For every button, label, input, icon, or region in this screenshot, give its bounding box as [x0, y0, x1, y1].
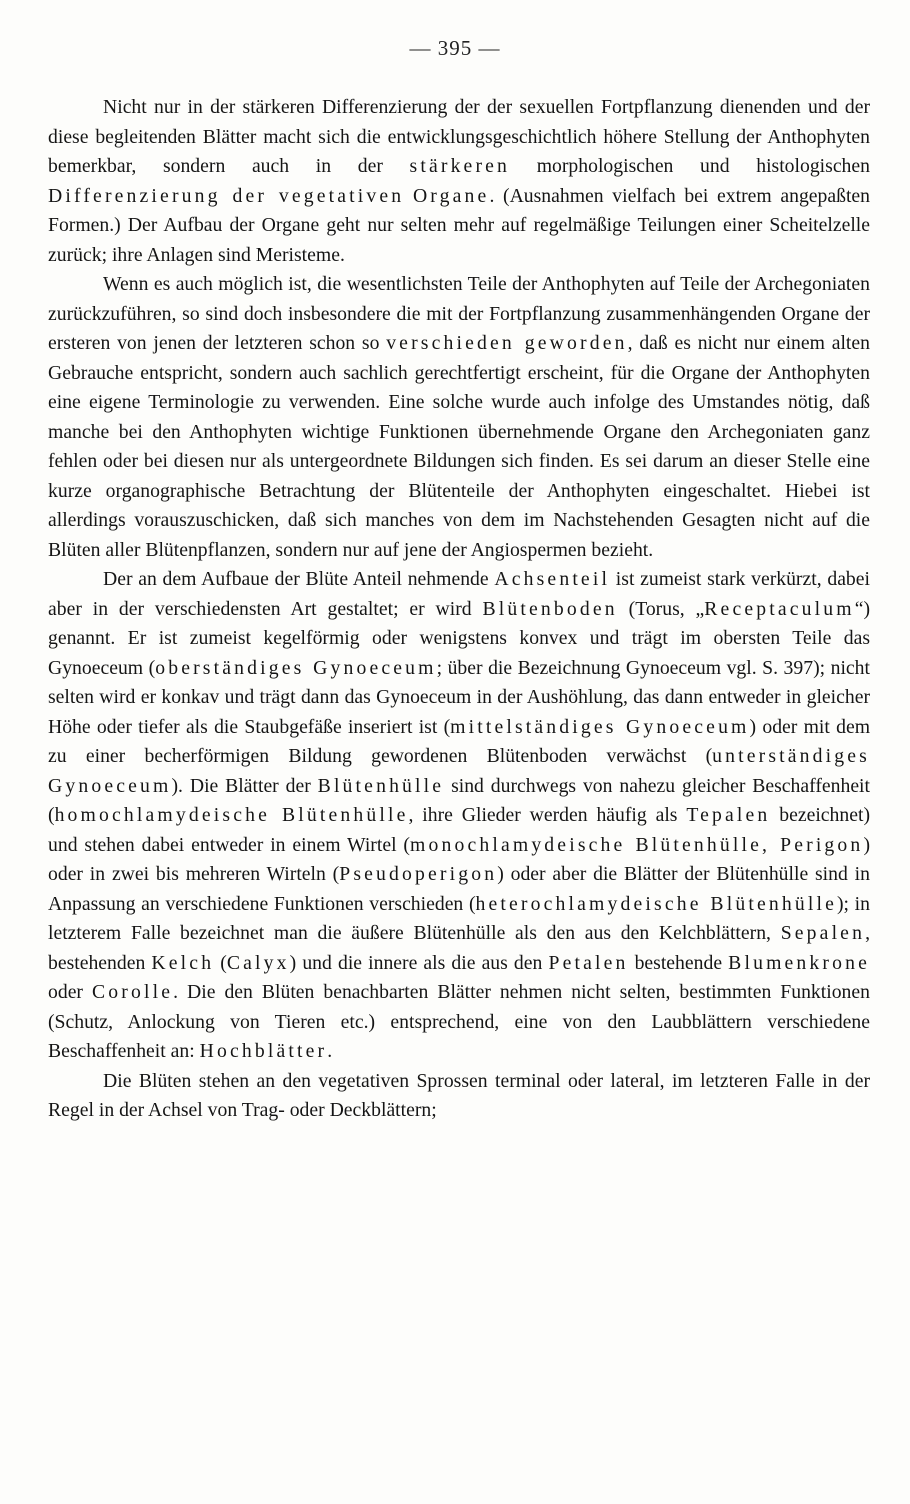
text-run: . Die den Blüten benachbarten Blätter nehmen nicht selten, bestimmten Funktionen (Schutz, Anlockung von Tieren etc.) entsprechend, eine von den Laubblättern verschiedene Beschaffenheit an:	[48, 981, 870, 1062]
paragraph	[48, 93, 870, 270]
emphasized-term: heterochlamydeische Blütenhülle	[475, 892, 837, 915]
text-run: morphologischen und histologischen	[510, 155, 870, 177]
text-run: ) oder aber die Blätter der Blütenhülle sind in Anpassung an verschiedene Funktionen verschieden (	[48, 863, 870, 915]
text-run	[404, 185, 413, 207]
text-run: Nicht nur in der stärkeren Differenzierung der der sexuellen Fortpflanzung dienenden und der diese begleitenden Blätter macht sich die entwicklungsgeschichtlich höhere Stellung der Anthophyten bemerkbar, sondern auch in der	[48, 96, 870, 177]
emphasized-term: Calyx	[226, 951, 290, 974]
emphasized-term: Tepalen	[686, 804, 771, 826]
emphasized-term: mittelständiges Gynoeceum	[450, 715, 750, 738]
emphasized-term: Differenzierung der vegetativen	[48, 184, 405, 207]
text-run: Der an dem Aufbaue der Blüte Anteil nehmende	[103, 568, 495, 590]
body-text	[48, 93, 870, 1126]
text-run: bezeichnet) und stehen dabei entweder in einem Wirtel (	[48, 804, 870, 856]
emphasized-term: Kelch	[151, 951, 215, 974]
text-run: ) oder in zwei bis mehreren Wirteln (	[48, 833, 870, 885]
text-run: oder	[48, 981, 92, 1003]
text-run: (	[214, 951, 227, 974]
paragraph	[48, 1067, 870, 1126]
emphasized-term: Blütenboden	[482, 597, 618, 620]
text-run: ); in letzterem Falle bezeichnet man die äußere Blütenhülle als den aus den Kelchblättern,	[48, 892, 870, 944]
text-run: sind durchwegs von nahezu gleicher Beschaffenheit (	[48, 774, 870, 826]
text-run: ). Die Blätter der	[171, 774, 318, 797]
text-run: ; über die Bezeichnung Gynoeceum vgl. S. 397); nicht selten wird er konkav und trägt dann das Gynoeceum in der Aushöhlung, das dann entweder in gleicher Höhe oder tiefer als die Staubgefäße inseriert ist (	[48, 656, 870, 738]
emphasized-term: oberständiges Gynoeceum	[155, 656, 437, 679]
emphasized-term: Corolle	[91, 981, 174, 1003]
text-run: Wenn es auch möglich ist, die wesentlichsten Teile der Anthophyten auf Teile der Archegoniaten zurückzuführen, so sind doch insbesondere die mit der Fortpflanzung zusammenhängenden Organe der ersteren von jenen der letzteren schon so	[48, 273, 870, 354]
text-run: bestehende	[628, 951, 729, 974]
text-run: Die Blüten stehen an den vegetativen Sprossen terminal oder lateral, im letzteren Falle in der Regel in der Achsel von Trag- oder Deckblättern;	[48, 1069, 870, 1121]
text-run: (Torus, „	[617, 597, 705, 620]
text-run: .	[327, 1040, 333, 1062]
text-run: ) und die innere als die aus den	[289, 951, 549, 974]
page-number: — 395 —	[409, 36, 501, 60]
emphasized-term: verschieden geworden	[386, 332, 628, 354]
emphasized-term: unterständiges Gynoeceum	[48, 745, 870, 797]
text-run: ist zumeist stark verkürzt, dabei aber in der verschiedensten Art gestaltet; er wird	[48, 568, 870, 620]
text-run: , daß es nicht nur einem alten Gebrauche entspricht, sondern auch sachlich gerechtfertigt erscheint, für die Organe der Anthophyten eine eigene Terminologie zu verwenden. Eine solche wurde auch infolge des Umstandes nötig, daß manche bei den Anthophyten wichtige Funktionen übernehmende Organe den Archegoniaten ganz fehlen oder bei diesen nur als untergeordnete Bildungen sich finden. Es sei darum an dieser Stelle eine kurze organographische Betrachtung der Blütenteile der Anthophyten eingeschaltet. Hiebei ist allerdings vorauszuschicken, daß sich manches von dem im Nachstehenden Gesagten nicht auf die Blüten aller Blütenpflanzen, sondern nur auf jene der Angiospermen bezieht.	[48, 332, 870, 561]
emphasized-term: Blumenkrone	[728, 951, 871, 974]
emphasized-term: homochlamydeische Blütenhülle	[54, 804, 409, 826]
emphasized-term: Achsenteil	[494, 568, 611, 590]
emphasized-term: Petalen	[548, 951, 629, 974]
emphasized-term: monochlamydeische Blütenhülle, Perigon	[410, 833, 864, 856]
text-run: “) genannt. Er ist zumeist kegelförmig oder wenigstens konvex und trägt im obersten Teile das Gynoeceum (	[48, 597, 870, 679]
emphasized-term: Pseudoperigon	[339, 863, 498, 885]
paragraph	[48, 565, 870, 1067]
text-run: , bestehenden	[48, 922, 870, 974]
emphasized-term: Blütenhülle	[317, 774, 445, 797]
emphasized-term: Organe	[412, 184, 490, 207]
text-run: , ihre Glieder werden häufig als	[408, 804, 687, 826]
paragraph	[48, 270, 870, 565]
emphasized-term: Hochblätter	[199, 1040, 328, 1062]
emphasized-term: Sepalen	[780, 922, 866, 944]
emphasized-term: stärkeren	[409, 155, 511, 177]
text-run: . (Ausnahmen vielfach bei extrem angepaßten Formen.) Der Aufbau der Organe geht nur selten mehr auf regelmäßige Teilungen einer Scheitelzelle zurück; ihre Anlagen sind Meristeme.	[48, 184, 871, 266]
text-run: ) oder mit dem zu einer becherförmigen Bildung gewordenen Blütenboden verwächst (	[48, 715, 871, 767]
emphasized-term: Receptaculum	[704, 597, 855, 620]
